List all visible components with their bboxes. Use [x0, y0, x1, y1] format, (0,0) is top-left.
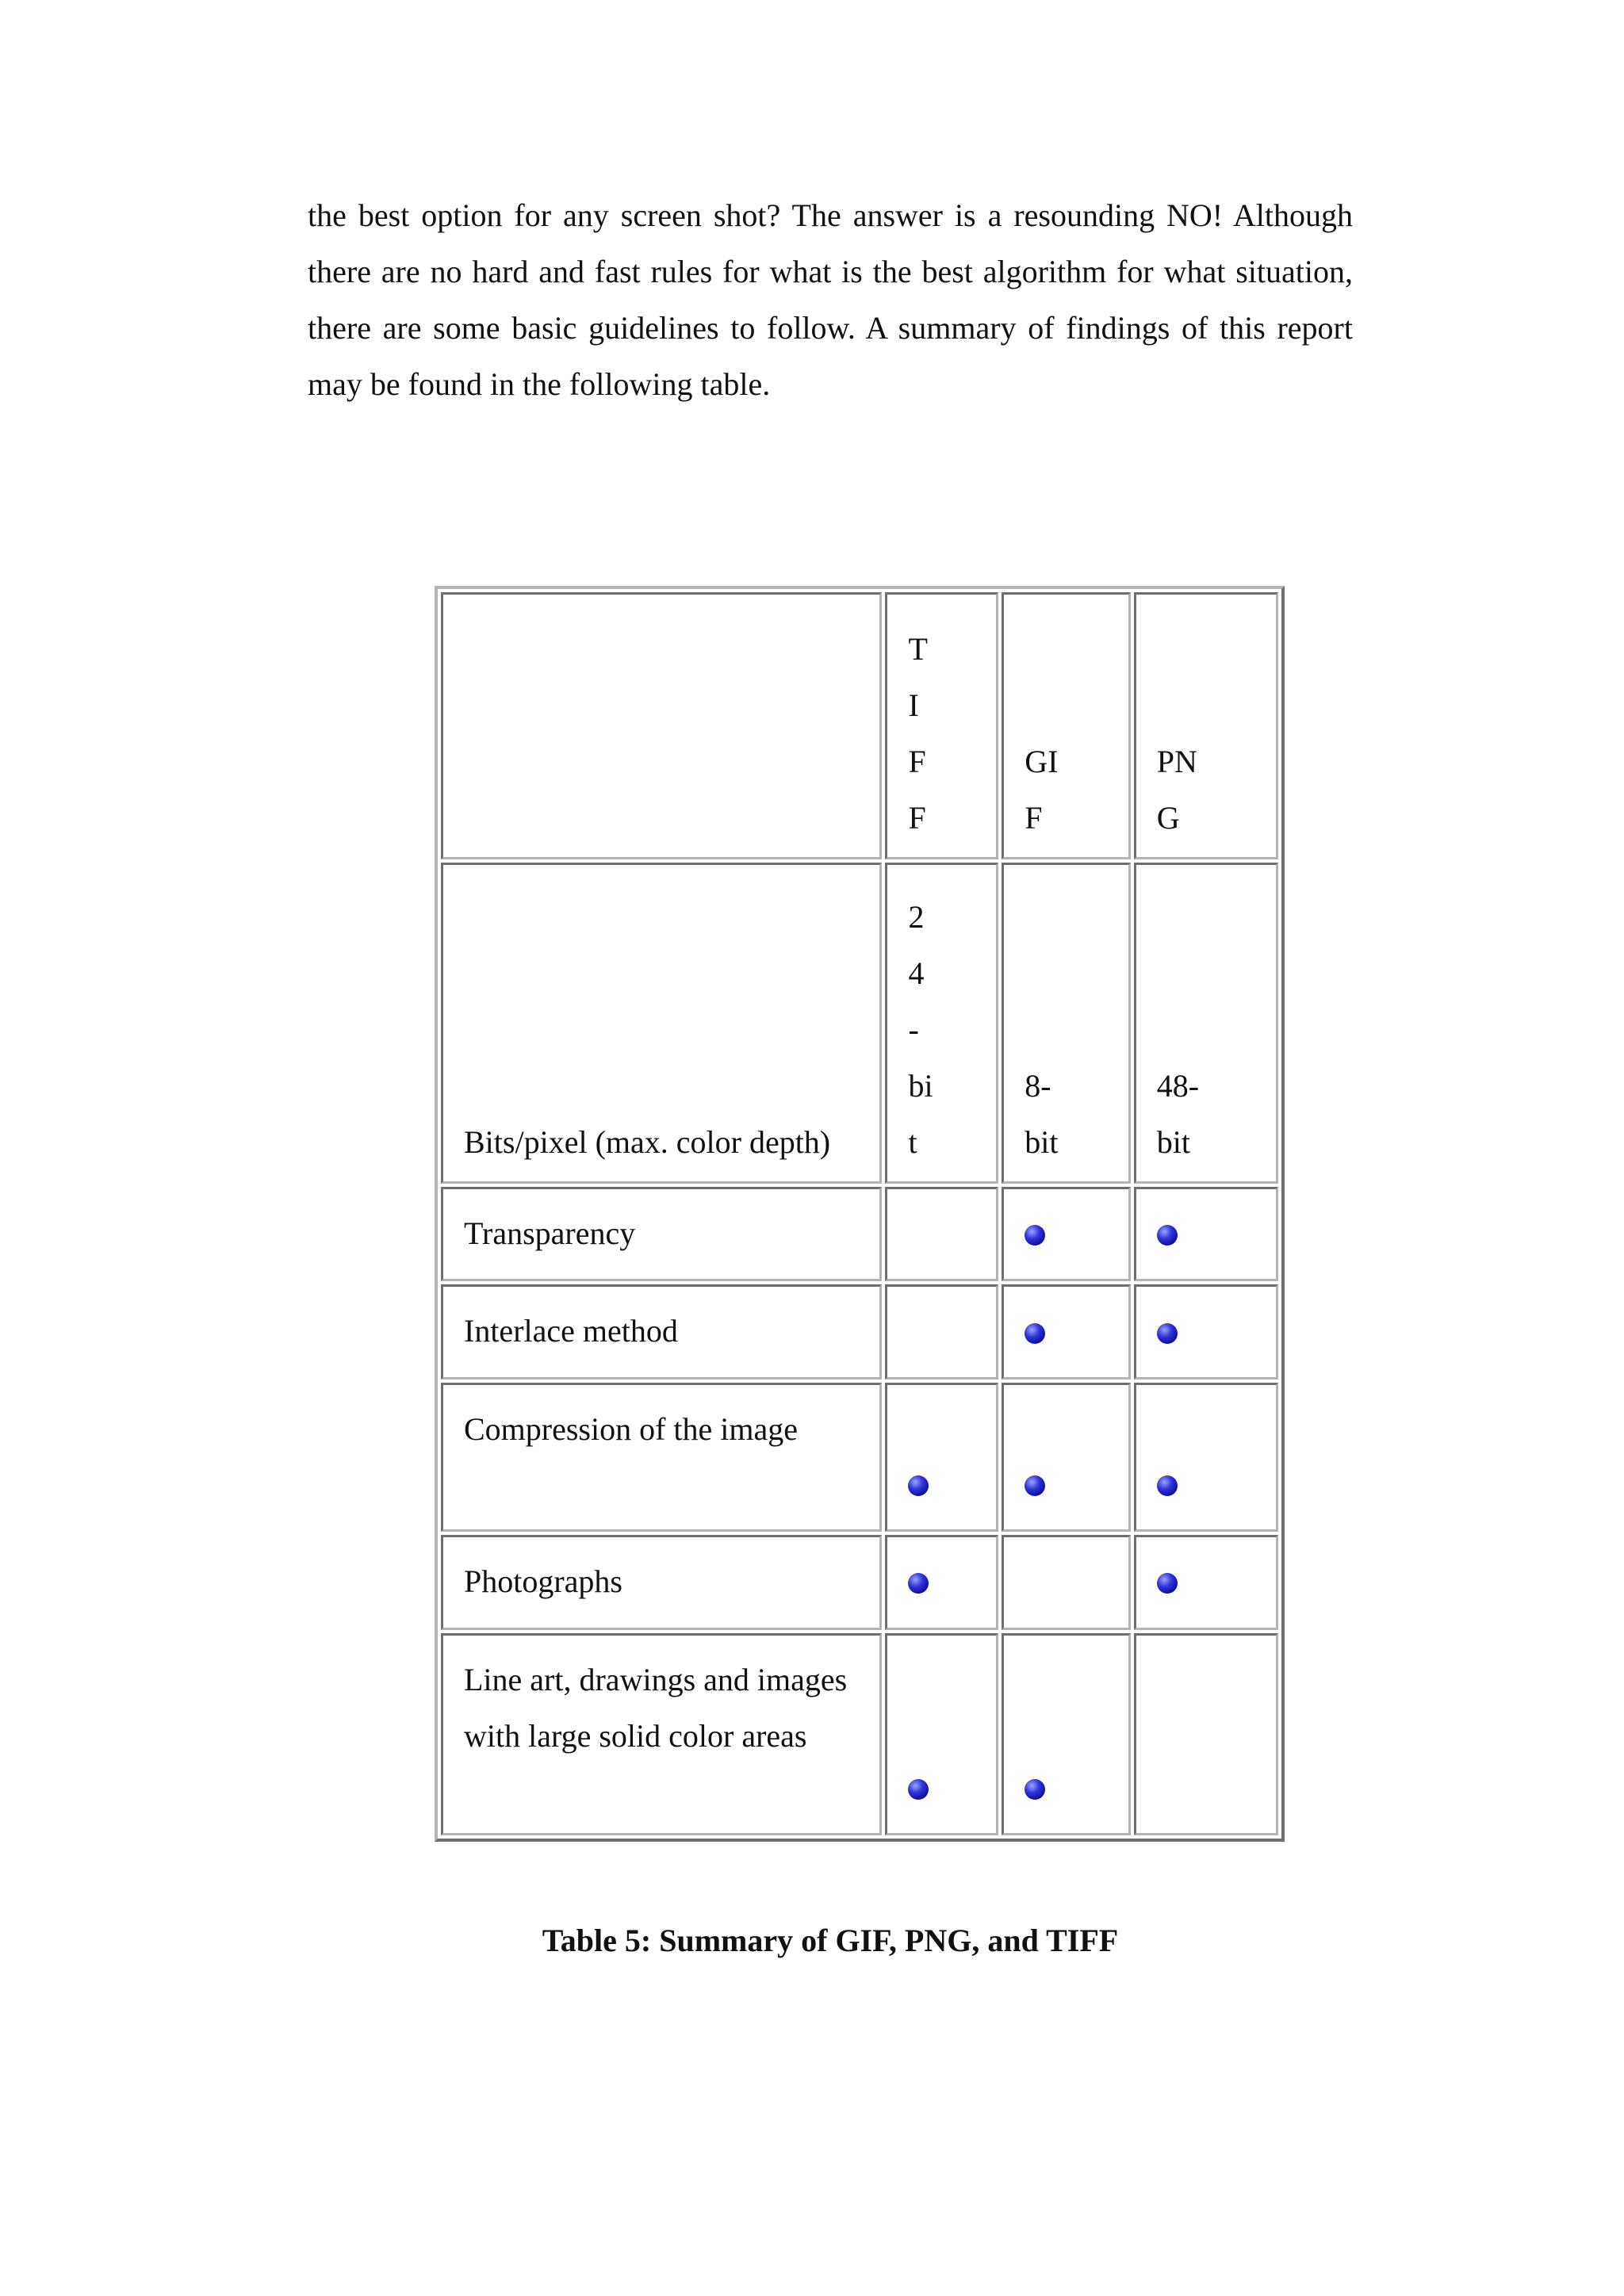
- bits-tiff-line: 2: [908, 898, 925, 935]
- bits-tiff-line: 4: [908, 955, 925, 991]
- png-cell: [1134, 1187, 1278, 1282]
- bits-tiff-line: -: [908, 1011, 919, 1047]
- bits-gif-line: bit: [1025, 1123, 1059, 1160]
- header-gif-line: GI: [1025, 744, 1059, 780]
- table-caption: Table 5: Summary of GIF, PNG, and TIFF: [542, 1923, 1119, 1958]
- table-row: [441, 1284, 1278, 1380]
- blue-sphere-bullet-icon: [1025, 1475, 1045, 1496]
- row-label: Transparency: [441, 1187, 882, 1282]
- table-row: [441, 1535, 1278, 1630]
- png-cell: [1134, 1633, 1278, 1836]
- bits-png-line: bit: [1156, 1123, 1190, 1160]
- row-label: Line art, drawings and images with large solid color areas: [441, 1633, 882, 1836]
- intro-paragraph: the best option for any screen shot? The answer is a resounding NO! Although there are no hard and fast rules for what is the best algorithm for what situation, there are some basic guidelines to follow. A summary of findings of this report may be found in the following table.: [308, 197, 1353, 402]
- blue-sphere-bullet-icon: [1157, 1475, 1178, 1496]
- png-cell: [1134, 1383, 1278, 1532]
- blue-sphere-bullet-icon: [908, 1475, 929, 1496]
- header-png-cell: [1134, 592, 1278, 859]
- bits-tiff-cell: [885, 863, 998, 1184]
- header-png-line: PN: [1156, 744, 1197, 780]
- bits-tiff-line: t: [908, 1123, 917, 1160]
- blue-sphere-bullet-icon: [1025, 1225, 1045, 1246]
- tiff-cell: [885, 1535, 998, 1630]
- header-gif-line: F: [1025, 800, 1043, 836]
- blue-sphere-bullet-icon: [1157, 1323, 1178, 1344]
- header-tiff-line: F: [908, 744, 926, 780]
- tiff-cell: [885, 1633, 998, 1836]
- png-cell: [1134, 1284, 1278, 1380]
- header-empty-cell: [441, 592, 882, 859]
- blue-sphere-bullet-icon: [1157, 1573, 1178, 1594]
- tiff-cell: [885, 1187, 998, 1282]
- header-tiff-line: F: [908, 800, 926, 836]
- gif-cell: [1002, 1633, 1131, 1836]
- header-tiff-cell: [885, 592, 998, 859]
- bits-tiff-line: bi: [908, 1067, 933, 1104]
- bits-png-cell: [1134, 863, 1278, 1184]
- blue-sphere-bullet-icon: [1157, 1225, 1178, 1246]
- gif-cell: [1002, 1284, 1131, 1380]
- row-label: Compression of the image: [441, 1383, 882, 1532]
- table-row: [441, 1383, 1278, 1532]
- header-png-line: G: [1156, 800, 1180, 836]
- table-row-bits-per-pixel: [441, 863, 1278, 1184]
- table-header-row: [441, 592, 1278, 859]
- bits-gif-cell: [1002, 863, 1131, 1184]
- bits-gif-line: 8-: [1025, 1067, 1051, 1104]
- gif-cell: [1002, 1535, 1131, 1630]
- header-gif-cell: [1002, 592, 1131, 859]
- tiff-cell: [885, 1284, 998, 1380]
- blue-sphere-bullet-icon: [908, 1573, 929, 1594]
- table-row: [441, 1187, 1278, 1282]
- header-tiff-line: T: [908, 631, 928, 668]
- table-row: [441, 1633, 1278, 1836]
- format-summary-table: [435, 586, 1285, 1842]
- header-tiff-line: I: [908, 687, 919, 724]
- bits-png-line: 48-: [1156, 1067, 1200, 1104]
- png-cell: [1134, 1535, 1278, 1630]
- row-label: Interlace method: [441, 1284, 882, 1380]
- row-label: Photographs: [441, 1535, 882, 1630]
- row-label: Bits/pixel (max. color depth): [441, 863, 882, 1184]
- blue-sphere-bullet-icon: [1025, 1323, 1045, 1344]
- blue-sphere-bullet-icon: [908, 1779, 929, 1800]
- blue-sphere-bullet-icon: [1025, 1779, 1045, 1800]
- gif-cell: [1002, 1383, 1131, 1532]
- tiff-cell: [885, 1383, 998, 1532]
- gif-cell: [1002, 1187, 1131, 1282]
